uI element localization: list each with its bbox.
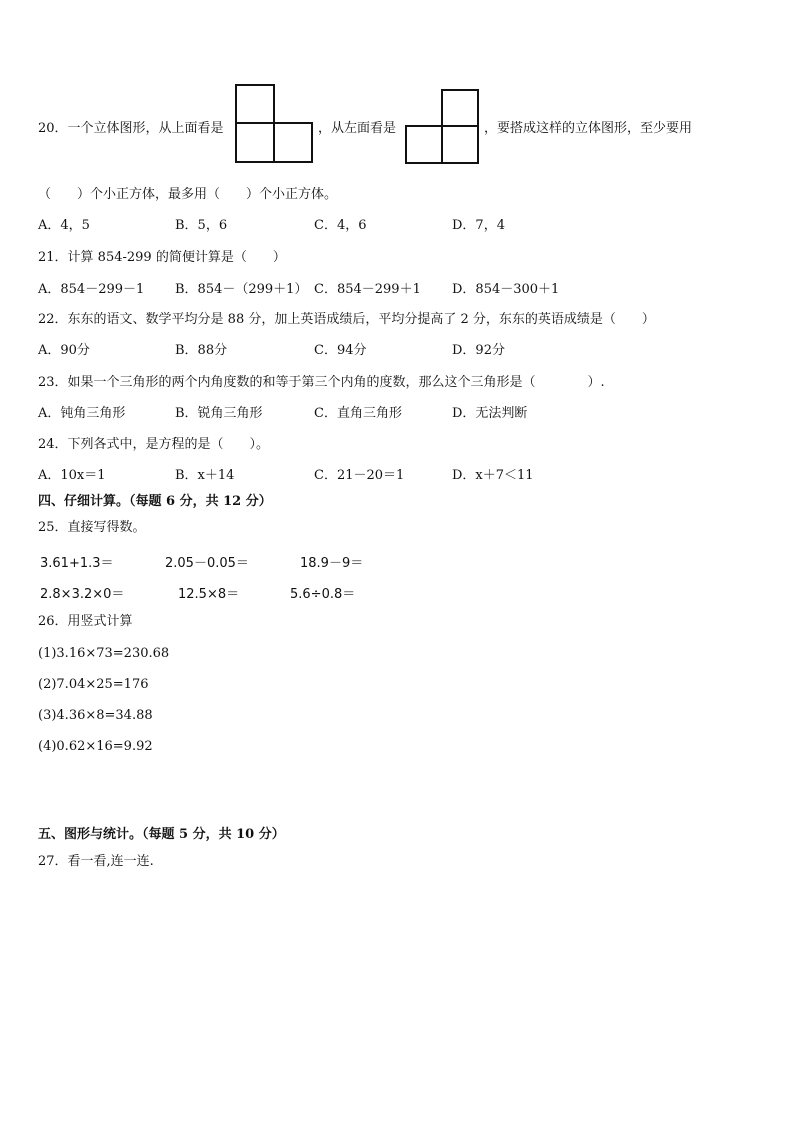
q21-option-b: B．854－（299＋1） — [175, 282, 308, 297]
q24-option-b: B．x＋14 — [175, 468, 235, 483]
l-shaped-squares-icon — [235, 84, 315, 164]
q20-option-a: A．4，5 — [38, 218, 90, 233]
q26-item-3: (3)4.36×8=34.88 — [38, 708, 153, 723]
q22-option-d: D．92分 — [452, 343, 505, 358]
q23-text: 23．如果一个三角形的两个内角度数的和等于第三个内角的度数，那么这个三角形是（ ）. — [38, 375, 605, 390]
q25-calc-6: 5.6÷0.8＝ — [290, 587, 356, 602]
q23-option-d: D．无法判断 — [452, 406, 528, 421]
section5-title: 五、图形与统计。（每题 5 分，共 10 分） — [38, 827, 285, 842]
q20-line2: （ ）个小正方体，最多用（ ）个小正方体。 — [38, 187, 338, 202]
q25-calc-1: 3.61+1.3＝ — [40, 556, 114, 571]
q20-prefix: 20．一个立体图形，从上面看是 — [38, 121, 224, 136]
q22-option-c: C．94分 — [314, 343, 367, 358]
q25-calc-5: 12.5×8＝ — [178, 587, 240, 602]
q25-text: 25．直接写得数。 — [38, 520, 146, 535]
q23-option-c: C．直角三角形 — [314, 406, 402, 421]
q22-text: 22．东东的语文、数学平均分是 88 分，加上英语成绩后，平均分提高了 2 分，东东的英语成绩是（ ） — [38, 312, 655, 327]
q20-mid: ，从左面看是 — [318, 121, 397, 136]
q24-text: 24．下列各式中，是方程的是（ ）。 — [38, 437, 270, 452]
q20-option-d: D．7，4 — [452, 218, 505, 233]
q24-option-c: C．21－20＝1 — [314, 468, 405, 483]
q24-option-a: A．10x＝1 — [38, 468, 106, 483]
q22-option-b: B．88分 — [175, 343, 228, 358]
q27-text: 27．看一看,连一连. — [38, 854, 154, 869]
q26-item-4: (4)0.62×16=9.92 — [38, 739, 153, 754]
q20-suffix: ，要搭成这样的立体图形，至少要用 — [484, 121, 693, 136]
q25-calc-4: 2.8×3.2×0＝ — [40, 587, 125, 602]
q23-option-b: B．锐角三角形 — [175, 406, 263, 421]
q25-calc-3: 18.9－9＝ — [300, 556, 364, 571]
q24-option-d: D．x＋7＜11 — [452, 468, 534, 483]
q22-option-a: A．90分 — [38, 343, 90, 358]
q23-option-a: A．钝角三角形 — [38, 406, 126, 421]
q21-text: 21．计算 854-299 的简便计算是（ ） — [38, 250, 286, 265]
q26-item-2: (2)7.04×25=176 — [38, 677, 149, 692]
q21-option-c: C．854－299＋1 — [314, 282, 421, 297]
q20-option-c: C．4，6 — [314, 218, 367, 233]
q26-text: 26．用竖式计算 — [38, 614, 133, 629]
q26-item-1: (1)3.16×73=230.68 — [38, 646, 170, 661]
q20-option-b: B．5，6 — [175, 218, 228, 233]
mirrored-l-squares-icon — [405, 89, 481, 165]
q21-option-d: D．854－300＋1 — [452, 282, 560, 297]
q21-option-a: A．854－299－1 — [38, 282, 145, 297]
section4-title: 四、仔细计算。（每题 6 分，共 12 分） — [38, 494, 272, 509]
q25-calc-2: 2.05－0.05＝ — [165, 556, 249, 571]
